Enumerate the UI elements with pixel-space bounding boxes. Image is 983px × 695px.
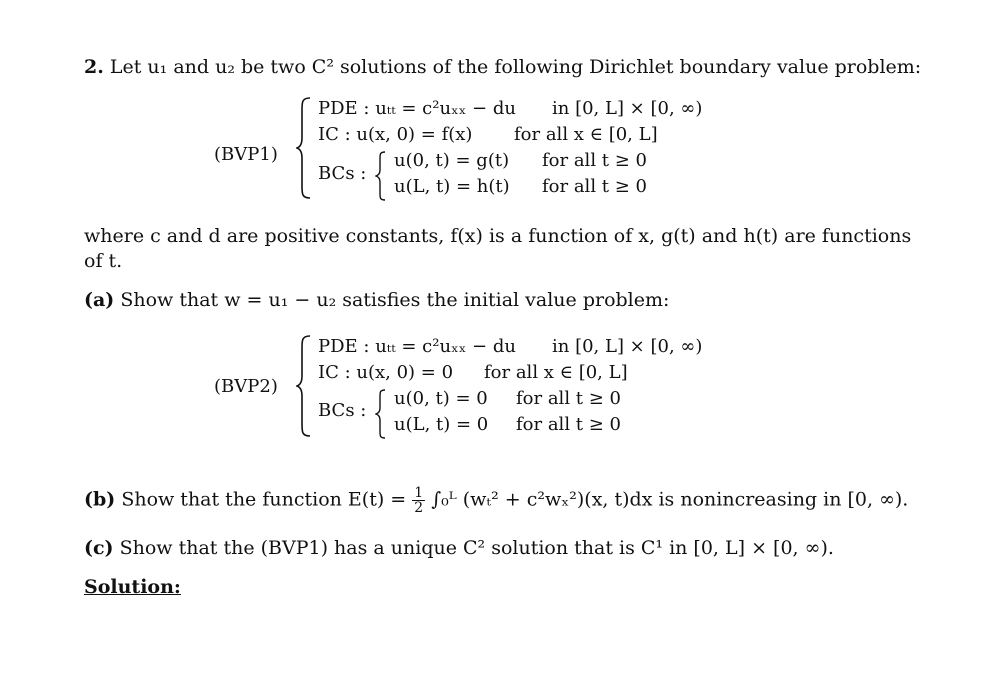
bvp2-bcs-brace: [375, 388, 387, 444]
part-c-label: (c): [84, 537, 114, 559]
bvp1-ic: IC : u(x, 0) = f(x): [318, 124, 473, 145]
bvp1-bc2: u(L, t) = h(t): [394, 176, 510, 197]
part-b-text-before: Show that the function E(t) =: [121, 488, 407, 511]
bvp2-bc2-domain: for all t ≥ 0: [516, 414, 622, 435]
bvp1-bcs-label: BCs :: [318, 163, 367, 184]
part-a: [84, 288, 669, 312]
bvp1-bc2-domain: for all t ≥ 0: [542, 176, 648, 197]
bvp1-label: (BVP1): [214, 144, 278, 165]
bvp2-ic-domain: for all x ∈ [0, L]: [484, 362, 628, 383]
bvp1-pde: PDE : uₜₜ = c²uₓₓ − du: [318, 98, 516, 119]
solution-heading: Solution:: [84, 576, 181, 598]
bvp2-pde: PDE : uₜₜ = c²uₓₓ − du: [318, 336, 516, 357]
part-b-integral: ∫₀ᴸ (wₜ² + c²wₓ²)(x, t)dx: [431, 488, 653, 511]
part-c-text: Show that the (BVP1) has a unique C² solution that is C¹ in [0, L] × [0, ∞).: [119, 537, 834, 559]
part-a-text: Show that w = u₁ − u₂ satisfies the initial value problem:: [120, 289, 670, 311]
bvp2-bc1: u(0, t) = 0: [394, 388, 488, 409]
part-b-frac-num: 1: [414, 485, 424, 501]
part-b: [84, 486, 908, 515]
bvp2-bcs-label: BCs :: [318, 400, 367, 421]
bvp1-pde-domain: in [0, L] × [0, ∞): [552, 98, 703, 119]
bvp1-bc1: u(0, t) = g(t): [394, 150, 510, 171]
bvp1-outer-brace: [296, 96, 312, 203]
where-line-2: of t.: [84, 250, 123, 272]
part-c: [84, 536, 834, 560]
part-b-text-after: is nonincreasing in [0, ∞).: [658, 488, 909, 511]
part-b-frac-den: 2: [414, 500, 424, 516]
bvp2-outer-brace: [296, 334, 312, 442]
where-line-1: where c and d are positive constants, f(x) is a function of x, g(t) and h(t) are functions: [84, 225, 912, 247]
bvp2-pde-domain: in [0, L] × [0, ∞): [552, 336, 703, 357]
part-b-fraction: [412, 486, 425, 515]
problem-intro: [84, 55, 921, 79]
bvp1-bcs-brace: [375, 150, 387, 206]
part-a-label: (a): [84, 289, 115, 311]
bvp2-bc2: u(L, t) = 0: [394, 414, 489, 435]
bvp2-label: (BVP2): [214, 376, 278, 397]
bvp2-bc1-domain: for all t ≥ 0: [516, 388, 622, 409]
problem-intro-text: Let u₁ and u₂ be two C² solutions of the following Dirichlet boundary value problem:: [109, 56, 922, 78]
bvp1-bc1-domain: for all t ≥ 0: [542, 150, 648, 171]
part-b-label: (b): [84, 488, 116, 511]
bvp1-ic-domain: for all x ∈ [0, L]: [514, 124, 658, 145]
problem-number: 2.: [84, 56, 104, 78]
bvp2-ic: IC : u(x, 0) = 0: [318, 362, 454, 383]
